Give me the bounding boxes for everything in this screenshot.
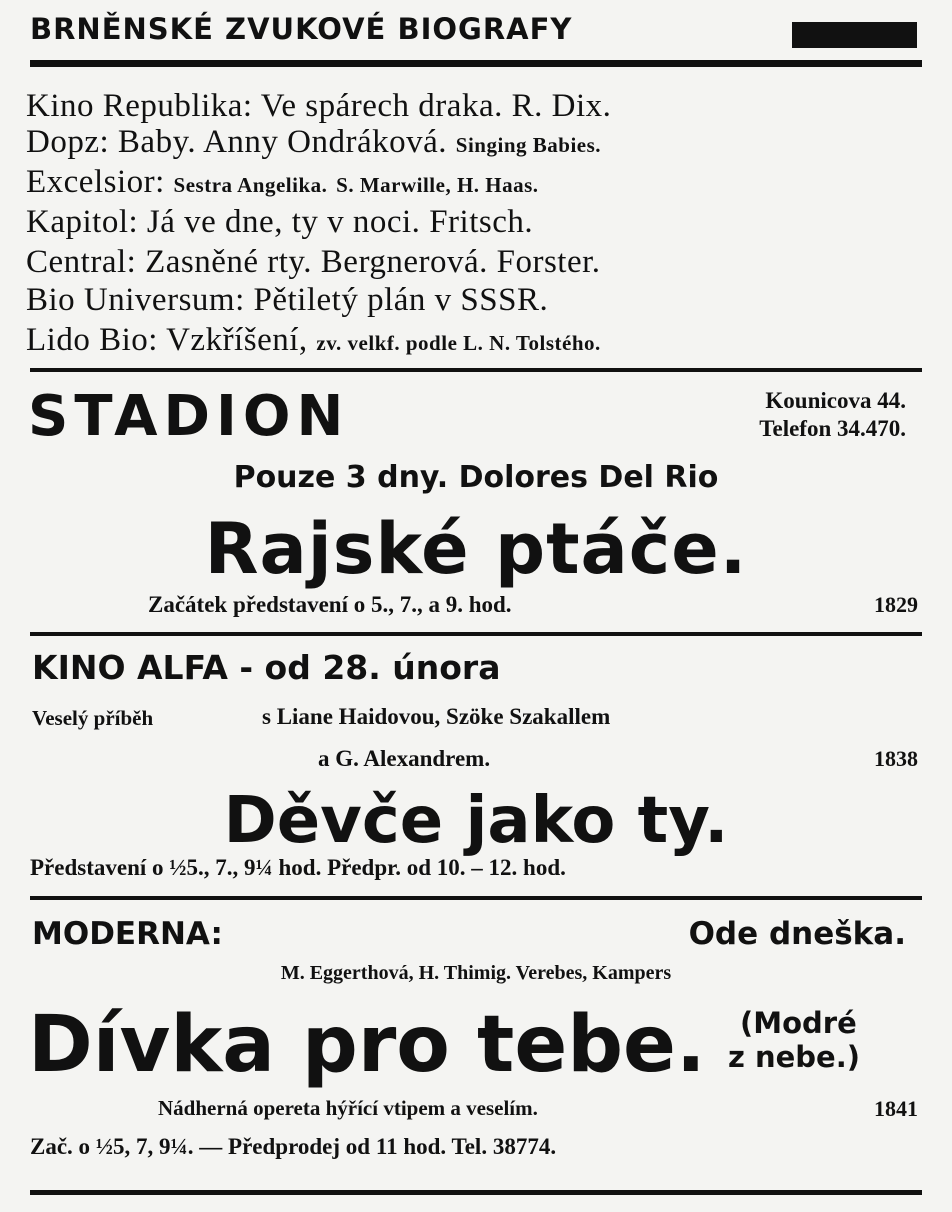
moderna-since: Ode dneška.	[688, 916, 906, 952]
alfa-showtimes: Představení o ½5., 7., 9¼ hod. Předpr. od 10. – 12. hod.	[30, 855, 566, 880]
stadion-subtitle: Pouze 3 dny. Dolores Del Rio	[233, 460, 719, 495]
divider	[30, 632, 922, 636]
stadion-showtimes: Začátek představení o 5., 7., a 9. hod.	[148, 592, 512, 617]
moderna-showtimes: Zač. o ½5, 7, 9¼. — Předprodej od 11 hod. Tel. 38774.	[30, 1134, 557, 1159]
stadion-address: Kounicova 44.	[765, 388, 906, 413]
moderna-title: MODERNA:	[32, 916, 223, 952]
cinema-name: Kino Republika:	[26, 88, 253, 124]
film-cast: S. Marwille, H. Haas.	[336, 173, 539, 197]
film-cast: R. Dix.	[511, 88, 612, 124]
alfa-title: KINO ALFA - od 28. února	[32, 648, 501, 687]
cinema-name: Lido Bio:	[26, 322, 158, 358]
stadion-phone: Telefon 34.470.	[759, 416, 906, 441]
film-title: Sestra Angelika.	[173, 173, 328, 197]
cinema-name: Kapitol:	[26, 204, 139, 240]
film-title: Vzkříšení,	[166, 322, 308, 358]
film-cast: Fritsch.	[429, 204, 534, 240]
divider	[30, 1190, 922, 1195]
list-item	[26, 164, 539, 201]
list-item	[26, 124, 601, 161]
alfa-cast-2: a G. Alexandrem.	[318, 746, 491, 771]
alfa-number: 1838	[874, 746, 918, 771]
divider	[30, 368, 922, 372]
film-title: Zasněné rty.	[145, 244, 313, 280]
stadion-number: 1829	[874, 592, 918, 617]
film-cast: zv. velkf. podle L. N. Tolstého.	[316, 331, 601, 355]
film-cast: Singing Babies.	[455, 133, 602, 157]
stadion-title: STADION	[28, 384, 350, 449]
header-decorative-bar	[792, 22, 917, 48]
alfa-cast-1: s Liane Haidovou, Szöke Szakallem	[262, 704, 611, 729]
moderna-number: 1841	[874, 1096, 918, 1121]
page-title: BRNĚNSKÉ ZVUKOVÉ BIOGRAFY	[30, 12, 573, 46]
cinema-name: Bio Universum:	[26, 282, 245, 318]
cinema-name: Central:	[26, 244, 137, 280]
list-item	[26, 322, 601, 359]
film-cast: Bergnerová. Forster.	[320, 244, 601, 280]
film-title: Ve spárech draka.	[260, 88, 503, 124]
moderna-alt-title-2: z nebe.)	[728, 1040, 860, 1074]
list-item	[26, 88, 611, 125]
stadion-film-title: Rajské ptáče.	[204, 508, 748, 590]
alfa-film-title: Děvče jako ty.	[223, 784, 729, 858]
moderna-alt-title-1: (Modré	[740, 1006, 857, 1040]
cinema-name: Dopz:	[26, 124, 110, 160]
moderna-cast: M. Eggerthová, H. Thimig. Verebes, Kampers	[280, 962, 672, 984]
moderna-film-title: Dívka pro tebe.	[28, 1000, 706, 1090]
cinema-name: Excelsior:	[26, 164, 165, 200]
film-title: Baby. Anny Ondráková.	[117, 124, 448, 160]
list-item	[26, 204, 533, 241]
divider	[30, 60, 922, 67]
film-title: Já ve dne, ty v noci.	[146, 204, 421, 240]
film-title: Pětiletý plán v SSSR.	[253, 282, 549, 318]
alfa-line-1: Veselý příběh	[32, 706, 154, 730]
list-item	[26, 282, 548, 319]
divider	[30, 896, 922, 900]
moderna-description: Nádherná opereta hýřící vtipem a veselím.	[158, 1096, 538, 1120]
list-item	[26, 244, 601, 281]
